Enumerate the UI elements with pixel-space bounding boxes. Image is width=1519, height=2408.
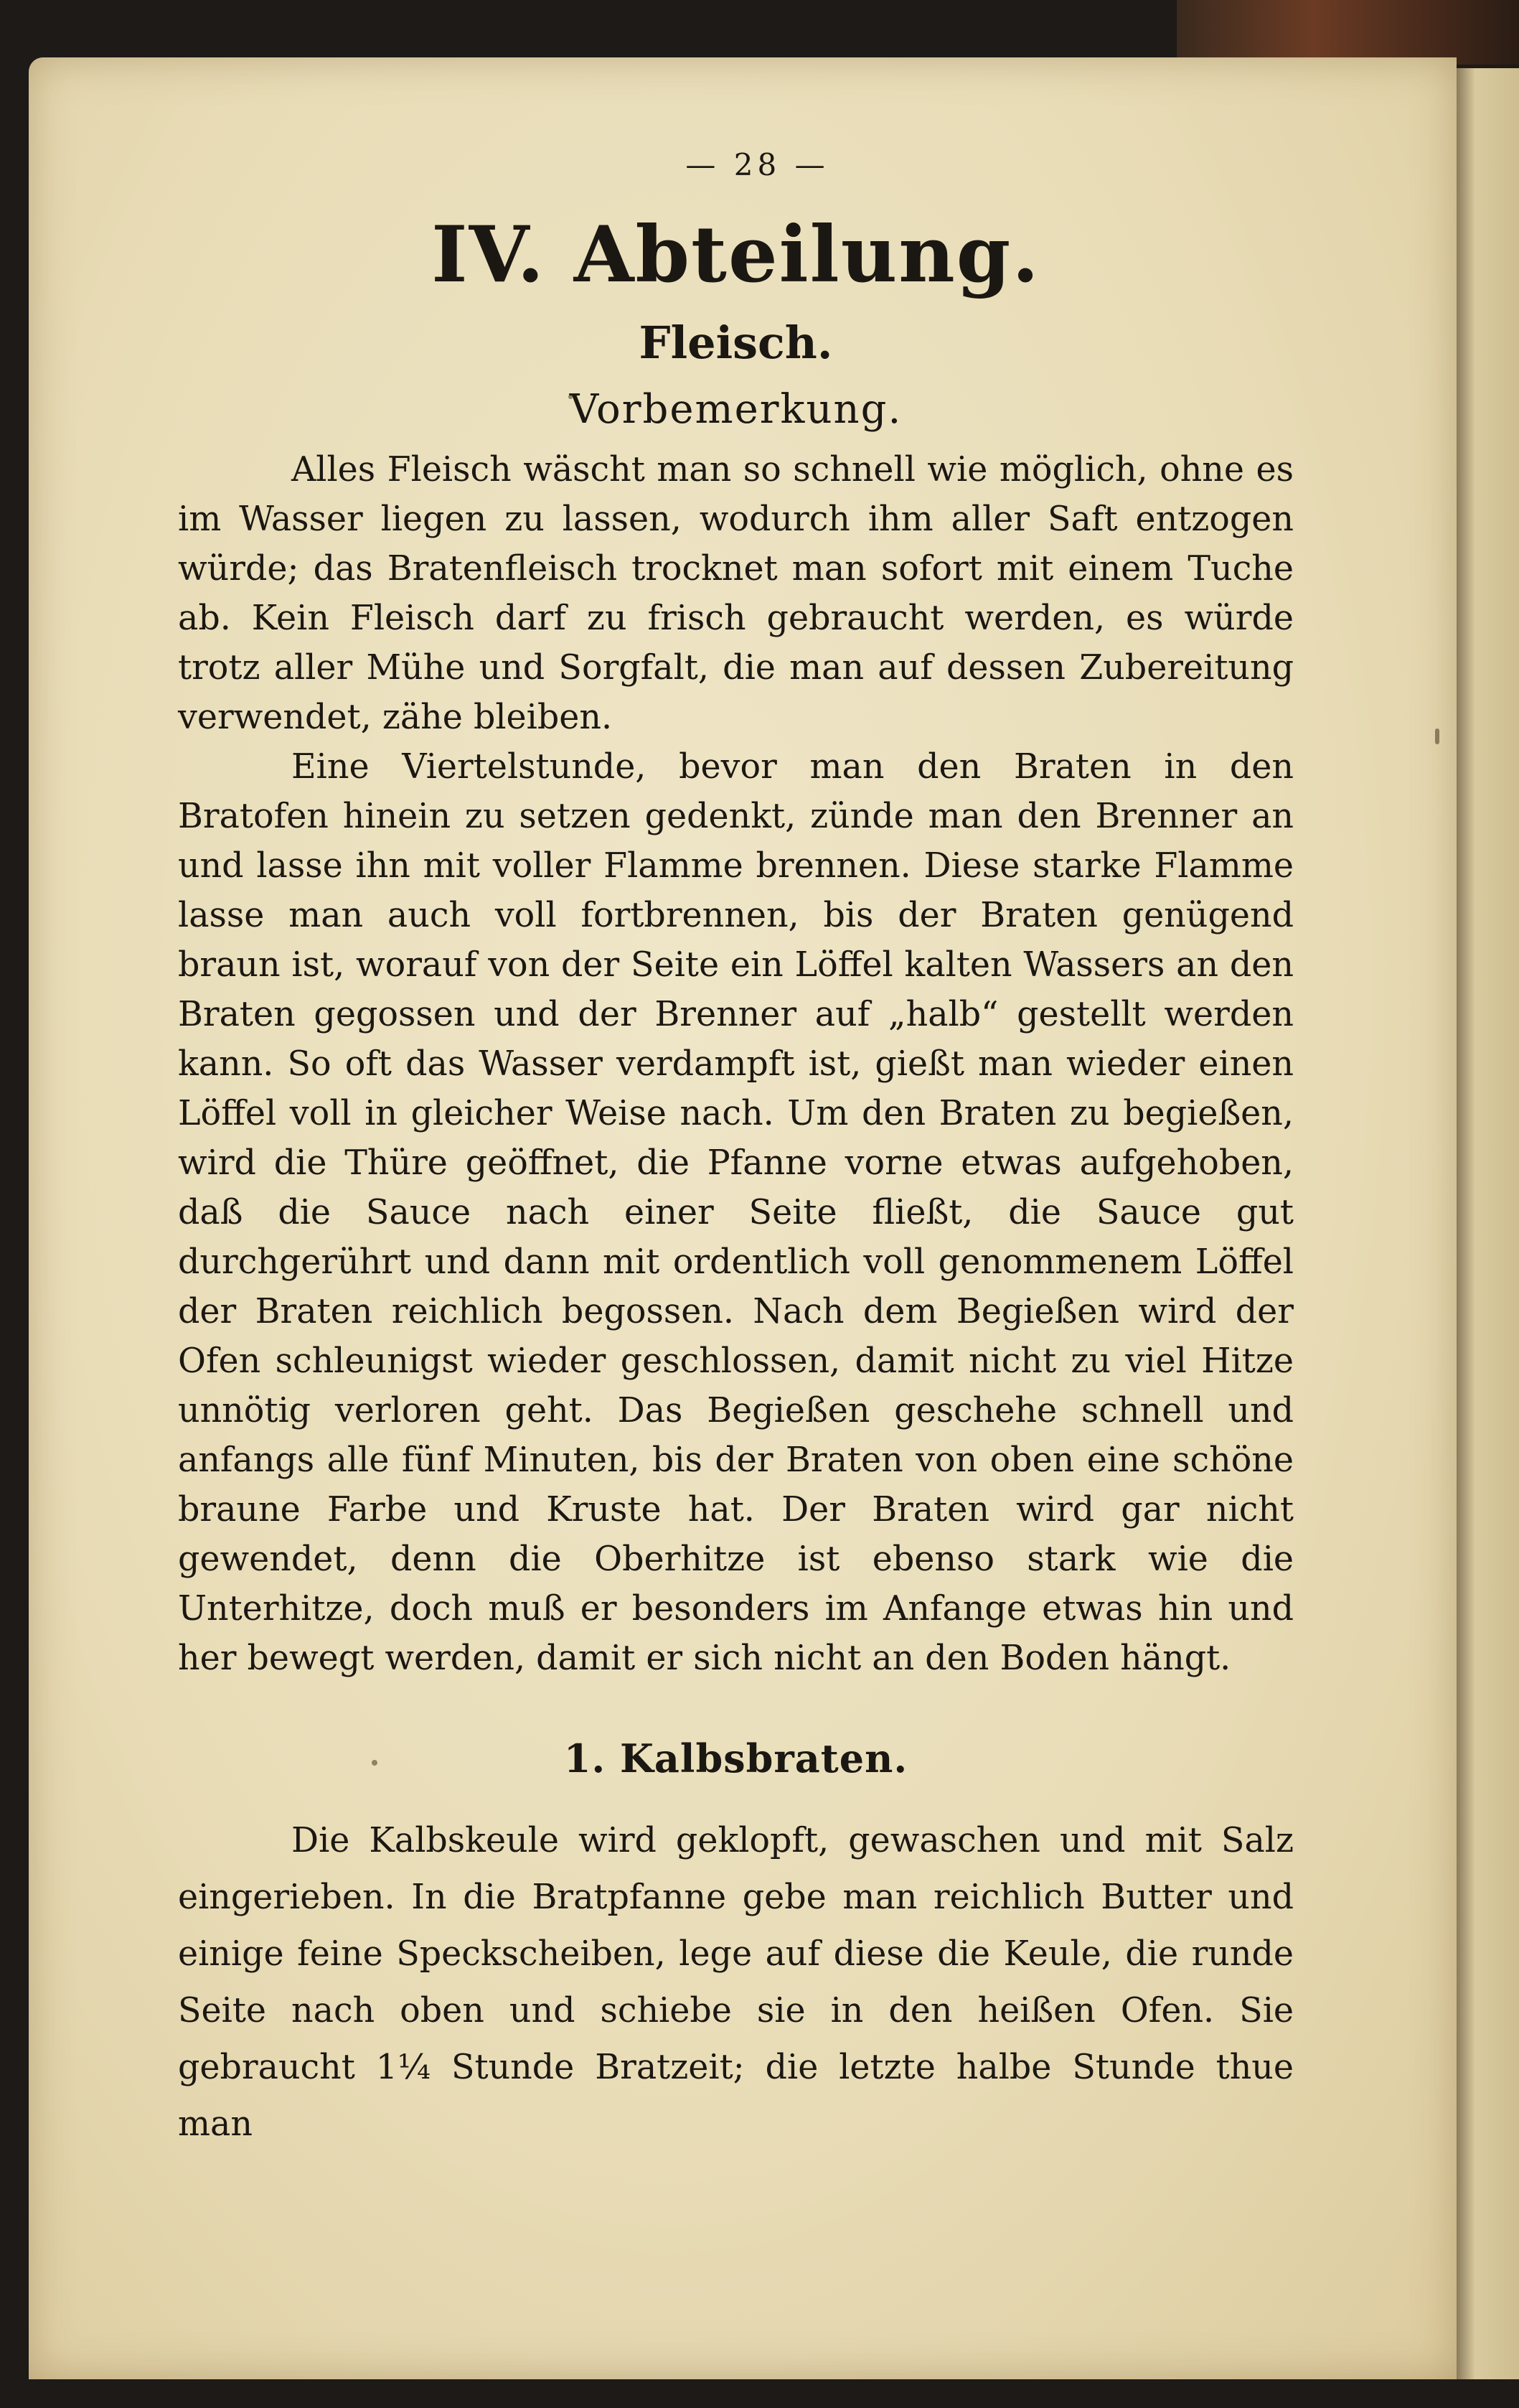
section-title: IV. Abteilung. [431,210,1040,300]
page-number: — 28 — [685,147,829,182]
recipe-title: 1. Kalbsbraten. [563,1735,908,1781]
book-spine-edge [1177,0,1519,65]
adjacent-page-edge [1457,68,1519,2379]
preliminary-heading: Vorbemerkung. [569,386,903,433]
recipe-text: Die Kalbskeule wird geklopft, gewaschen und mit Salz eingerieben. In die Bratpfanne gebe man reichlich Butter und einige feine Speckscheiben, lege auf diese die Keule, die runde Seite nach oben und schiebe sie in den heißen Ofen. Sie gebraucht 1¼ Stunde Bratzeit; die letzte halbe Stunde thue man [178,1821,1294,2144]
margin-mark [1435,729,1439,744]
paragraph-washing: Alles Fleisch wäscht man so schnell wie möglich, ohne es im Wasser liegen zu lassen, wodurch ihm aller Saft entzogen würde; das Bratenfleisch trocknet man sofort mit einem Tuche ab. Kein Fleisch darf zu frisch gebraucht werden, es würde trotz aller Mühe und Sorgfalt, die man auf dessen Zubereitung verwendet, zähe bleiben. [178,450,1294,737]
paragraph-roasting: Eine Viertelstunde, bevor man den Braten in den Bratofen hinein zu setzen gedenkt, zünde man den Brenner an und lasse ihn mit voller Flamme brennen. Diese starke Flamme lasse man auch voll fortbrennen, bis der Braten genügend braun ist, worauf von der Seite ein Löffel kalten Wassers an den Braten gegossen und der Brenner auf „halb“ gestellt werden kann. So oft das Wasser verdampft ist, gießt man wieder einen Löffel voll in gleicher Weise nach. Um den Braten zu begießen, wird die Thüre geöffnet, die Pfanne vorne etwas aufgehoben, daß die Sauce nach einer Seite fließt, die Sauce gut durchgerührt und dann mit ordentlich voll genommenem Löffel der Braten reichlich begossen. Nach dem Begießen wird der Ofen schleunigst wieder geschlossen, damit nicht zu viel Hitze unnötig verloren geht. Das Begießen geschehe schnell und anfangs alle fünf Minuten, bis der Braten von oben eine schöne braune Farbe und Kruste hat. Der Braten wird gar nicht gewendet, denn die Oberhitze ist ebenso stark wie die Unterhitze, doch muß er besonders im Anfange etwas hin und her bewegt werden, damit er sich nicht an den Boden hängt. [178,747,1294,1678]
page-text [178,144,1294,2152]
chapter-subtitle: Fleisch. [639,317,833,369]
